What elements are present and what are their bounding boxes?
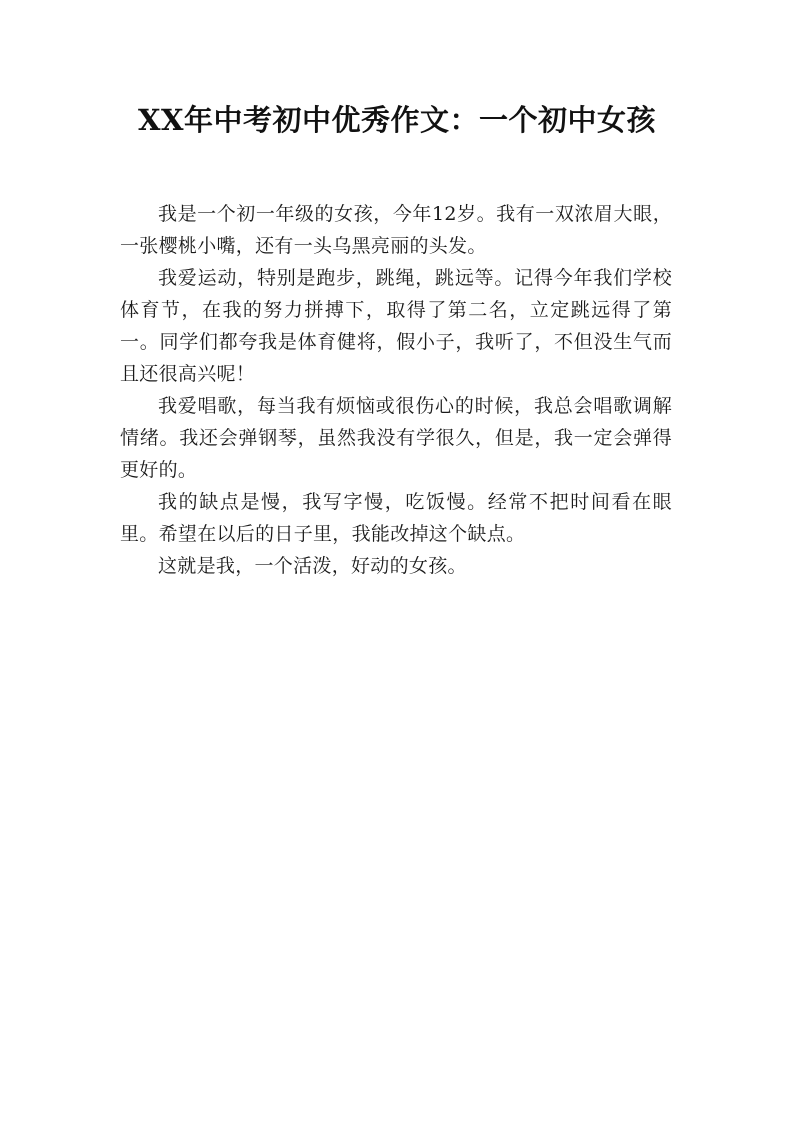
paragraph-1: 我是一个初一年级的女孩，今年12岁。我有一双浓眉大眼，一张樱桃小嘴，还有一头乌黑亮丽的头发。 bbox=[120, 203, 672, 257]
paragraph-4: 我的缺点是慢，我写字慢，吃饭慢。经常不把时间看在眼里。希望在以后的日子里，我能改掉这个缺点。 bbox=[120, 491, 672, 545]
paragraph-5: 这就是我，一个活泼，好动的女孩。 bbox=[158, 555, 467, 577]
paragraph-3: 我爱唱歌，每当我有烦恼或很伤心的时候，我总会唱歌调解情绪。我还会弹钢琴，虽然我没有学很久，但是，我一定会弹得更好的。 bbox=[120, 395, 672, 481]
document-body bbox=[120, 198, 672, 582]
paragraph-2: 我爱运动，特别是跑步，跳绳，跳远等。记得今年我们学校体育节，在我的努力拼搏下，取得了第二名，立定跳远得了第一。同学们都夸我是体育健将，假小子，我听了，不但没生气而且还很高兴呢！ bbox=[120, 267, 672, 385]
document-title: XX年中考初中优秀作文：一个初中女孩 bbox=[137, 103, 656, 137]
